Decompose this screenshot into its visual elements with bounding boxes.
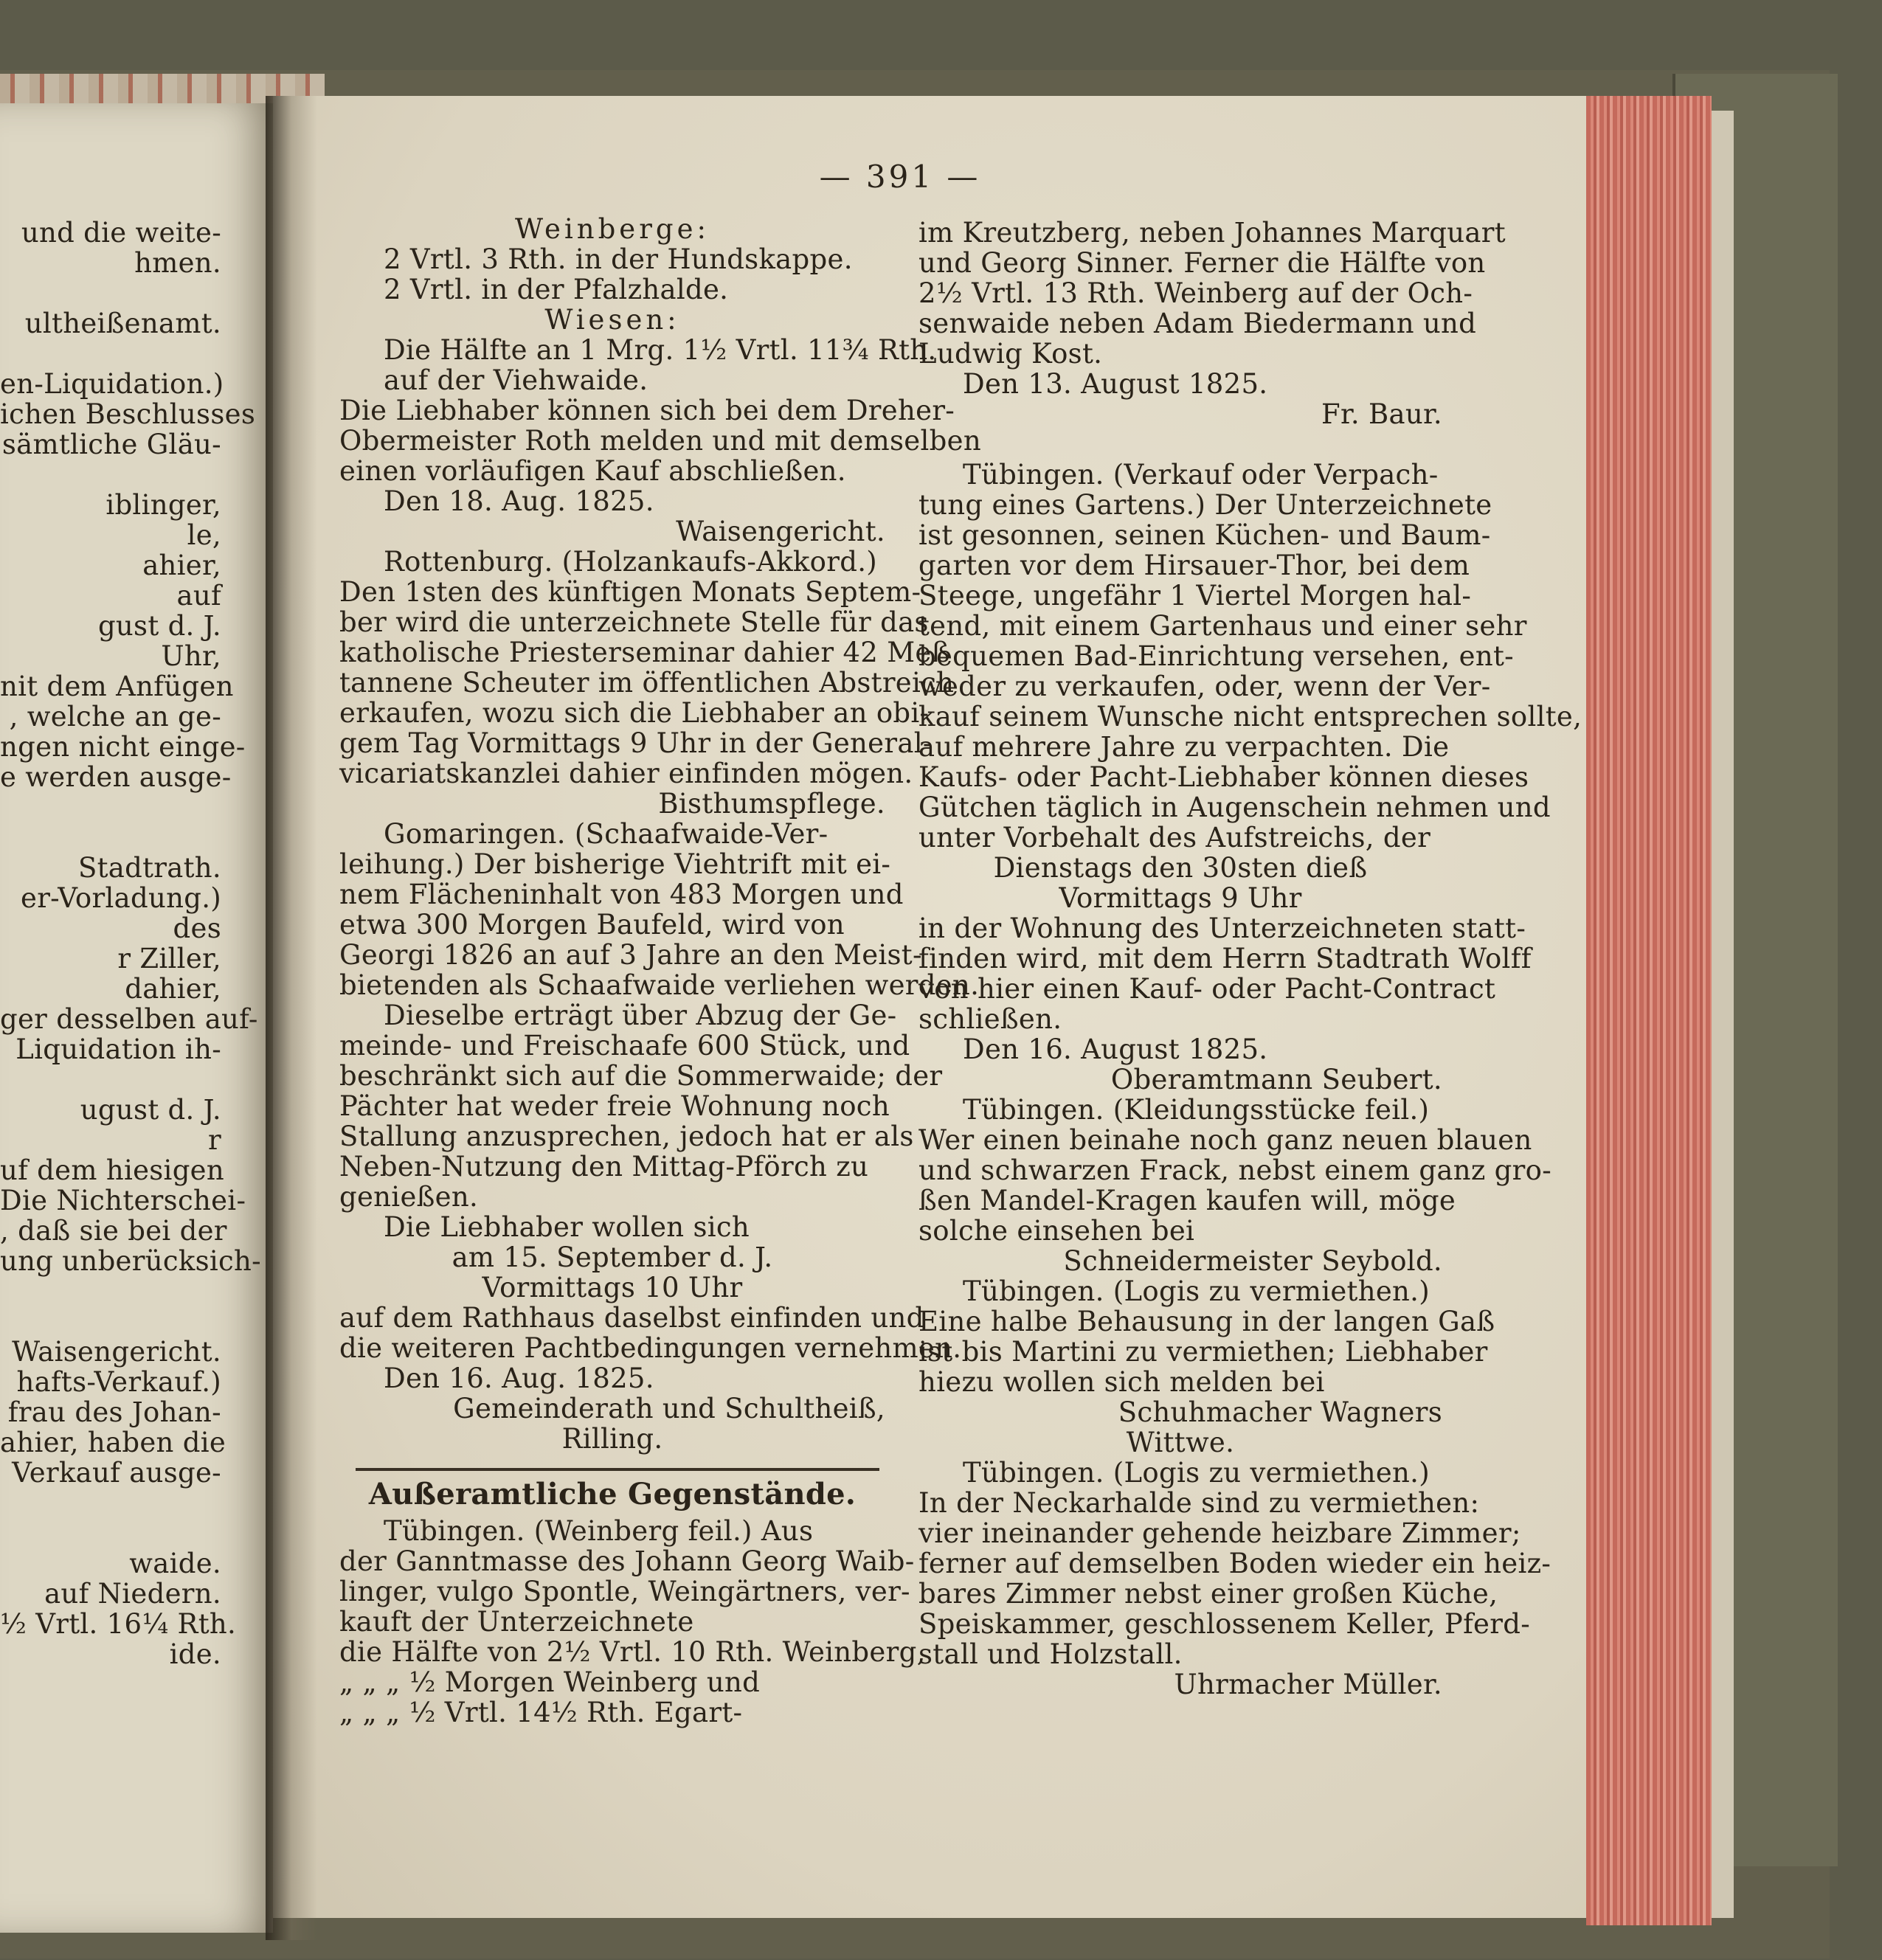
text-line: leihung.) Der bisherige Viehtrift mit ei- — [339, 848, 891, 880]
text-line: ½ Vrtl. 16¼ Rth. — [0, 1608, 237, 1640]
text-line: frau des Johan- — [7, 1396, 221, 1428]
text-line: Dieselbe erträgt über Abzug der Ge- — [384, 1000, 897, 1031]
text-line: Verkauf ausge- — [12, 1457, 221, 1489]
text-line: Gomaringen. (Schaafwaide-Ver- — [384, 818, 828, 850]
text-line: vier ineinander gehende heizbare Zimmer; — [918, 1517, 1521, 1549]
text-line: stall und Holzstall. — [918, 1638, 1183, 1670]
text-line: genießen. — [339, 1181, 479, 1213]
text-line: Eine halbe Behausung in der langen Gaß — [918, 1306, 1495, 1337]
text-line: gust d. J. — [97, 610, 221, 642]
text-line: r — [208, 1124, 221, 1156]
middle-text-column — [339, 213, 981, 1455]
text-line: ßen Mandel-Kragen kaufen will, möge — [918, 1185, 1456, 1216]
text-line — [0, 339, 221, 369]
text-line: Schuhmacher Wagners — [1118, 1396, 1442, 1428]
text-line: kauf seinem Wunsche nicht entsprechen sollte, — [918, 701, 1582, 733]
text-line: Tübingen. (Verkauf oder Verpach- — [963, 459, 1439, 491]
text-line: Tübingen. (Logis zu vermiethen.) — [963, 1457, 1430, 1489]
text-line: Uhr, — [161, 640, 221, 672]
text-line: und schwarzen Frack, nebst einem ganz gro- — [918, 1154, 1552, 1186]
text-line: Liquidation ih- — [15, 1033, 221, 1065]
text-line: Dienstags den 30sten dieß — [993, 852, 1368, 884]
text-line: bietenden als Schaafwaide verliehen werden. — [339, 969, 980, 1001]
text-line: uf dem hiesigen — [0, 1154, 225, 1186]
text-line — [0, 792, 221, 823]
text-line: „ „ „ ½ Morgen Weinberg und — [339, 1666, 761, 1698]
text-line: Die Hälfte an 1 Mrg. 1½ Vrtl. 11¾ Rth. — [384, 334, 937, 366]
text-line: auf — [176, 580, 221, 612]
text-line: Die Liebhaber wollen sich — [384, 1211, 750, 1243]
text-line: die weiteren Pachtbedingungen vernehmen. — [339, 1332, 962, 1364]
text-line: Stallung anzusprechen, jedoch hat er als — [339, 1121, 914, 1152]
text-line: Tübingen. (Kleidungsstücke feil.) — [963, 1094, 1430, 1126]
text-line: Vormittags 10 Uhr — [482, 1272, 743, 1303]
text-line: ugust d. J. — [80, 1094, 221, 1126]
text-line: 2½ Vrtl. 13 Rth. Weinberg auf der Och- — [918, 277, 1473, 309]
text-line: katholische Priesterseminar dahier 42 Meß — [339, 637, 950, 668]
text-line: auf der Viehwaide. — [384, 364, 648, 396]
text-line: nem Flächeninhalt von 483 Morgen und — [339, 879, 904, 910]
text-line: Den 18. Aug. 1825. — [384, 485, 654, 517]
text-line: Die Liebhaber können sich bei dem Dreher- — [339, 395, 955, 426]
text-line: le, — [187, 519, 221, 551]
red-fore-edge — [1586, 96, 1712, 1925]
text-line: beschränkt sich auf die Sommerwaide; der — [339, 1060, 943, 1092]
text-line: ahier, haben die — [0, 1427, 226, 1458]
text-line: auf Niedern. — [44, 1578, 221, 1610]
text-line: des — [173, 913, 221, 944]
text-line — [0, 1276, 221, 1306]
text-line — [0, 278, 221, 308]
text-line: Gütchen täglich in Augenschein nehmen und — [918, 792, 1551, 823]
text-line: und die weite- — [21, 217, 221, 249]
text-line: Oberamtmann Seubert. — [1110, 1064, 1442, 1095]
text-line: Steege, ungefähr 1 Viertel Morgen hal- — [918, 580, 1472, 612]
text-line: finden wird, mit dem Herrn Stadtrath Wolff — [918, 943, 1532, 974]
text-line: ultheißenamt. — [24, 308, 221, 339]
text-line: iblinger, — [105, 489, 221, 521]
text-line — [0, 1518, 221, 1548]
text-line: von hier einen Kauf- oder Pacht-Contract — [918, 973, 1496, 1005]
text-line: Bisthumspflege. — [658, 788, 885, 820]
text-line — [0, 460, 221, 490]
text-line: Schneidermeister Seybold. — [1063, 1245, 1442, 1277]
text-line: ahier, — [142, 550, 221, 581]
text-line: der Ganntmasse des Johann Georg Waib- — [339, 1545, 915, 1577]
text-line: Gemeinderath und Schultheiß, — [453, 1393, 885, 1424]
text-line: Rilling. — [561, 1423, 663, 1455]
text-line: Den 16. August 1825. — [963, 1033, 1268, 1065]
section-divider-rule — [356, 1468, 879, 1471]
text-line: hmen. — [134, 247, 221, 279]
section-heading: Außeramtliche Gegenstände. — [368, 1477, 857, 1511]
text-line: Wiesen: — [544, 304, 680, 336]
text-line: garten vor dem Hirsauer-Thor, bei dem — [918, 550, 1470, 581]
text-line: gem Tag Vormittags 9 Uhr in der General- — [339, 727, 933, 759]
text-line: Den 13. August 1825. — [963, 368, 1268, 400]
text-line: tung eines Gartens.) Der Unterzeichnete — [918, 489, 1492, 521]
text-line: In der Neckarhalde sind zu vermiethen: — [918, 1487, 1480, 1519]
text-line — [0, 1064, 221, 1095]
text-line: ung unberücksich- — [0, 1245, 261, 1277]
text-line — [0, 823, 221, 853]
text-line — [918, 429, 1442, 460]
text-line: meinde- und Freischaafe 600 Stück, und — [339, 1030, 910, 1062]
text-line: tannene Scheuter im öffentlichen Abstreich — [339, 667, 955, 699]
text-line: dahier, — [125, 973, 221, 1005]
text-line: im Kreutzberg, neben Johannes Marquart — [918, 217, 1506, 249]
text-line: solche einsehen bei — [918, 1215, 1195, 1247]
text-line: Ludwig Kost. — [918, 338, 1103, 370]
text-line: „ „ „ ½ Vrtl. 14½ Rth. Egart- — [339, 1697, 743, 1728]
text-line: Tübingen. (Logis zu vermiethen.) — [963, 1275, 1430, 1307]
text-line: Wer einen beinahe noch ganz neuen blauen — [918, 1124, 1532, 1156]
text-line: auf dem Rathhaus daselbst einfinden und — [339, 1302, 924, 1334]
text-line: ist gesonnen, seinen Küchen- und Baum- — [918, 519, 1491, 551]
text-line: Neben-Nutzung den Mittag-Pförch zu — [339, 1151, 869, 1182]
text-line: ist bis Martini zu vermiethen; Liebhaber — [918, 1336, 1488, 1368]
text-line: kauft der Unterzeichnete — [339, 1606, 694, 1638]
text-line: nit dem Anfügen — [0, 671, 234, 702]
text-line: Waisengericht. — [12, 1336, 221, 1368]
text-line: tend, mit einem Gartenhaus und einer sehr — [918, 610, 1527, 642]
text-line: e werden ausge- — [0, 761, 232, 793]
text-line: am 15. September d. J. — [452, 1242, 773, 1273]
text-line: Wittwe. — [1126, 1427, 1235, 1458]
book-gutter — [266, 96, 317, 1940]
text-line: bares Zimmer nebst einer großen Küche, — [918, 1578, 1498, 1610]
text-line: auf mehrere Jahre zu verpachten. Die — [918, 731, 1450, 763]
text-line: ber wird die unterzeichnete Stelle für das — [339, 606, 929, 638]
text-line: 2 Vrtl. 3 Rth. in der Hundskappe. — [384, 243, 853, 275]
text-line: vicariatskanzlei dahier einfinden mögen. — [339, 758, 913, 789]
text-line: Waisengericht. — [676, 516, 885, 547]
text-line: hiezu wollen sich melden bei — [918, 1366, 1325, 1398]
text-line: en-Liquidation.) — [0, 368, 224, 400]
left-page-text-column — [0, 217, 261, 1670]
text-line: Tübingen. (Weinberg feil.) Aus — [384, 1515, 814, 1547]
text-line: senwaide neben Adam Biedermann und — [918, 308, 1477, 339]
text-line: etwa 300 Morgen Baufeld, wird von — [339, 909, 845, 941]
text-line: ngen nicht einge- — [0, 731, 246, 763]
middle-text-column-continued — [339, 1515, 926, 1728]
text-line: Kaufs- oder Pacht-Liebhaber können dieses — [918, 761, 1529, 793]
text-line: sämtliche Gläu- — [1, 429, 221, 460]
text-line: in der Wohnung des Unterzeichneten statt- — [918, 913, 1526, 944]
text-line: Den 16. Aug. 1825. — [384, 1362, 654, 1394]
text-line: bequemen Bad-Einrichtung versehen, ent- — [918, 640, 1514, 672]
right-text-column — [918, 217, 1582, 1700]
text-line: Obermeister Roth melden und mit demselben — [339, 425, 981, 457]
text-line: Vormittags 9 Uhr — [1059, 882, 1302, 914]
text-line: linger, vulgo Spontle, Weingärtners, ver- — [339, 1576, 910, 1607]
text-line: Weinberge: — [515, 213, 710, 245]
text-line: er-Vorladung.) — [21, 882, 221, 914]
text-line: Speiskammer, geschlossenem Keller, Pferd- — [918, 1608, 1531, 1640]
text-line: waide. — [129, 1548, 221, 1579]
text-line — [0, 1488, 221, 1518]
text-line — [0, 1306, 221, 1337]
text-line: Den 1sten des künftigen Monats Septem- — [339, 576, 921, 608]
text-line: r Ziller, — [117, 943, 221, 974]
text-line: weder zu verkaufen, oder, wenn der Ver- — [918, 671, 1491, 702]
text-line: , welche an ge- — [9, 701, 221, 733]
text-line: Stadtrath. — [77, 852, 221, 884]
text-line: schließen. — [918, 1003, 1062, 1035]
page-stack-edge — [1712, 111, 1734, 1918]
text-line: Fr. Baur. — [1321, 398, 1442, 430]
text-line: Rottenburg. (Holzankaufs-Akkord.) — [384, 546, 877, 578]
text-line: hafts-Verkauf.) — [16, 1366, 221, 1398]
text-line: ide. — [169, 1638, 221, 1670]
text-line: , daß sie bei der — [0, 1215, 227, 1247]
text-line: Uhrmacher Müller. — [1174, 1669, 1442, 1700]
text-line: ger desselben auf- — [0, 1003, 258, 1035]
text-line: und Georg Sinner. Ferner die Hälfte von — [918, 247, 1486, 279]
text-line: ferner auf demselben Boden wieder ein heiz- — [918, 1548, 1551, 1579]
text-line: Pächter hat weder freie Wohnung noch — [339, 1090, 890, 1122]
text-line: unter Vorbehalt des Aufstreichs, der — [918, 822, 1431, 853]
text-line: einen vorläufigen Kauf abschließen. — [339, 455, 846, 487]
text-line: 2 Vrtl. in der Pfalzhalde. — [384, 274, 729, 305]
page-number: — 391 — — [819, 159, 981, 195]
text-line: die Hälfte von 2½ Vrtl. 10 Rth. Weinberg, — [339, 1636, 926, 1668]
text-line: ichen Beschlusses — [0, 398, 256, 430]
text-line: Die Nichterschei- — [0, 1185, 246, 1216]
text-line: erkaufen, wozu sich die Liebhaber an obi- — [339, 697, 930, 729]
text-line: Georgi 1826 an auf 3 Jahre an den Meist- — [339, 939, 922, 971]
